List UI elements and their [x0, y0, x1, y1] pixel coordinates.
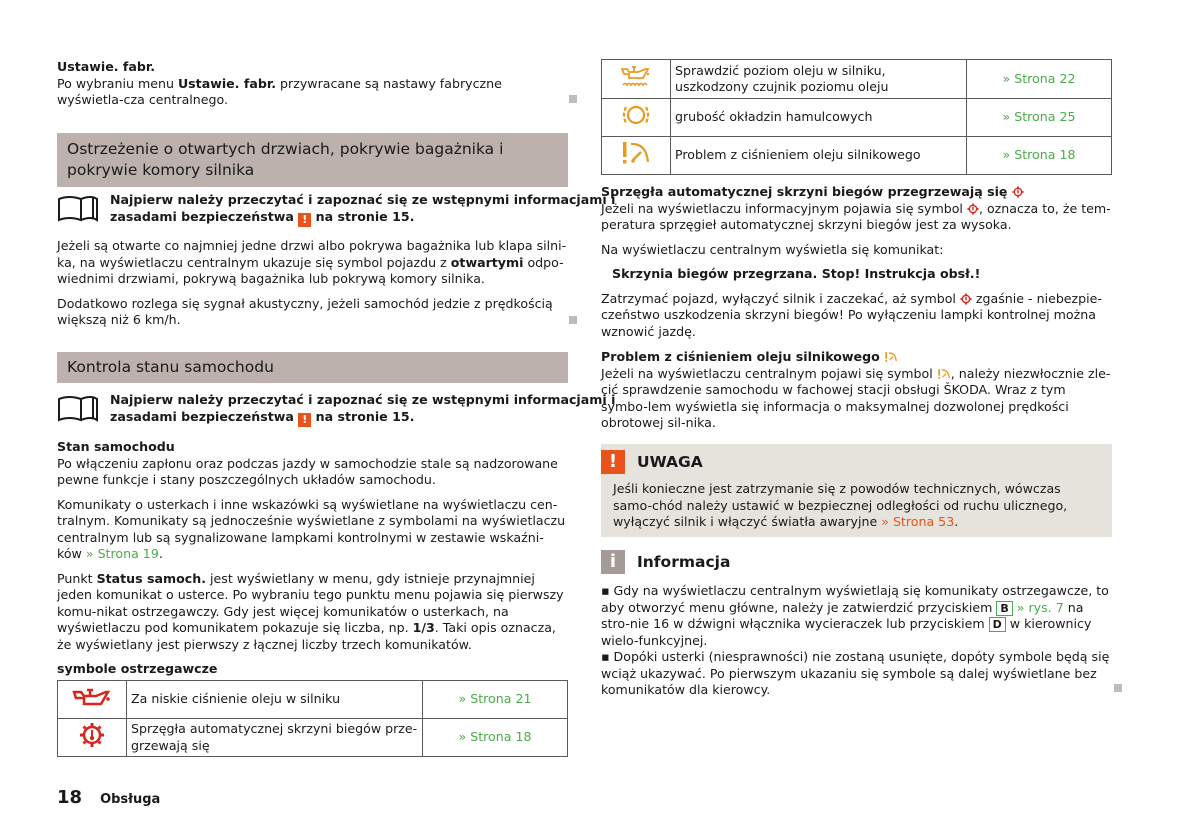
table-cell-text: grubość okładzin hamulcowych: [671, 99, 967, 137]
table-row: [58, 681, 568, 719]
page-link[interactable]: » Strona 25: [967, 99, 1112, 137]
display-message: Skrzynia biegów przegrzana. Stop! Instrukcja obsł.!: [612, 266, 981, 281]
table-cell-text: Za niskie ciśnienie oleju w silniku: [127, 681, 423, 719]
exclamation-icon: !: [601, 450, 625, 474]
book-icon: [57, 194, 101, 222]
end-mark: [1114, 684, 1122, 692]
ustawie-block: [57, 59, 568, 109]
paragraph: Po włączeniu zapłonu oraz podczas jazdy w samochodzie stale są nadzorowane pewne funkcje i stany poszczególnych układów samochodu.: [57, 455, 558, 487]
vehicle-status-text: [57, 439, 568, 679]
table-row: [602, 137, 1112, 175]
table-cell-icon: [58, 719, 127, 757]
brake-pad-yellow-icon: [621, 103, 651, 127]
paragraph: Na wyświetlaczu centralnym wyświetla się komunikat:: [601, 241, 944, 257]
gearbox-temperature-red-icon: [79, 722, 105, 748]
warning-icon: !: [298, 413, 311, 427]
gearbox-temperature-red-icon: [960, 293, 972, 305]
table-heading: symbole ostrzegawcze: [57, 661, 218, 676]
warning-box: [601, 444, 1112, 537]
section-title-vehicle-status: Kontrola stanu samochodu: [57, 352, 568, 383]
clutch-overheat-section: [601, 184, 1112, 340]
paragraph: Jeżeli są otwarte co najmniej jedne drzwi albo pokrywa bagażnika lub klapa silni-ka, na wyświetlaczu centralnym ukazuje się symbol pojazdu z otwartymi odpo-wiednimi drzwiami, pokrywą bagażnika lub pokrywą komory silnika.: [57, 238, 567, 286]
table-row: [602, 99, 1112, 137]
page-number: 18: [57, 787, 83, 808]
door-warning-text: [57, 238, 568, 329]
table-cell-icon: [602, 99, 671, 137]
key-b: B: [996, 601, 1012, 616]
oil-pressure-section: [601, 349, 1112, 432]
oil-pressure-gauge-yellow-icon: [937, 368, 951, 380]
warning-symbols-table: [57, 680, 568, 757]
page-link[interactable]: » Strona 19: [85, 546, 159, 561]
book-icon: [57, 394, 101, 422]
page-link[interactable]: » Strona 21: [423, 681, 568, 719]
page-link[interactable]: » Strona 53: [881, 514, 955, 529]
page-link[interactable]: » Strona 22: [967, 60, 1112, 99]
table-cell-icon: [602, 137, 671, 175]
table-cell-icon: [58, 681, 127, 719]
warning-box-text: Jeśli konieczne jest zatrzymanie się z powodów technicznych, wówczas samo-chód należy ustawić w bezpiecznej odległości od ruchu ulicznego, wyłączyć silnik i włączyć światła awaryjne » Strona 53.: [613, 481, 1068, 529]
warning-symbols-table-continued: [601, 59, 1112, 175]
paragraph: Punkt Status samoch. jest wyświetlany w menu, gdy istnieje przynajmniej jeden komunikat o usterce. Po wybraniu tego punktu menu pojawia się pierwszy komu-nikat ostrzegawczy. Gdy jest więcej komunikatów o usterkach, na wyświetlaczu pod komunikatem pokazuje się liczba, np. 1/3. Taki opis oznacza, że wyświetlany jest pierwszy z łącznej liczby trzech komunikatów.: [57, 570, 564, 652]
paragraph: Zatrzymać pojazd, wyłączyć silnik i zaczekać, aż symbol zgaśnie - niebezpie-czeństwo uszkodzenia skrzyni biegów! Po wyłączeniu lampki kontrolnej można wznowić jazdę.: [601, 290, 1102, 339]
key-d: D: [989, 617, 1006, 632]
safety-note: Najpierw należy przeczytać i zapoznać się ze wstępnymi informacjami i zasadami bezpieczeństwa ! na stronie 15.: [57, 392, 621, 427]
oil-level-yellow-icon: [621, 65, 651, 89]
gearbox-temperature-red-icon: [1012, 186, 1024, 198]
info-box-title: Informacja: [637, 552, 731, 571]
page-link[interactable]: » Strona 18: [967, 137, 1112, 175]
gearbox-temperature-red-icon: [967, 203, 979, 215]
warning-icon: !: [298, 213, 311, 227]
clutch-heading: Sprzęgła automatycznej skrzyni biegów przegrzewają się: [601, 184, 1112, 201]
stan-heading: Stan samochodu: [57, 439, 175, 454]
table-cell-text: Problem z ciśnieniem oleju silnikowego: [671, 137, 967, 175]
paragraph: Jeżeli na wyświetlaczu centralnym pojawi się symbol , należy niezwłocznie zle-cić sprawdzenie samochodu w fachowej stacji obsługi ŠKODA. Wraz z tym symbo-lem wyświetla się informacja o maksymalnej dozwolonej prędkości obrotowej sil-nika.: [601, 365, 1111, 430]
table-cell-text: Sprzęgła automatycznej skrzyni biegów prze-grzewają się: [127, 719, 423, 757]
chapter-title: Obsługa: [100, 792, 161, 807]
info-icon: i: [601, 550, 625, 574]
table-row: [602, 60, 1112, 99]
ustawie-text: Po wybraniu menu Ustawie. fabr. przywracane są nastawy fabryczne wyświetla-cza centralnego.: [57, 75, 502, 107]
end-mark: [569, 95, 577, 103]
oil-pressure-gauge-yellow-icon: [620, 140, 652, 166]
oil-pressure-gauge-yellow-icon: [884, 351, 898, 363]
safety-note: Najpierw należy przeczytać i zapoznać się ze wstępnymi informacjami i zasadami bezpieczeństwa ! na stronie 15.: [57, 192, 621, 227]
info-box: [601, 550, 1112, 699]
table-row: [58, 719, 568, 757]
paragraph: Jeżeli na wyświetlaczu informacyjnym pojawia się symbol , oznacza to, że tem-peratura sprzęgieł automatycznej skrzyni biegów jest za wysoka.: [601, 200, 1111, 232]
page-link[interactable]: » Strona 18: [423, 719, 568, 757]
page-footer: [57, 787, 161, 809]
warning-box-title: UWAGA: [637, 452, 703, 471]
paragraph: Komunikaty o usterkach i inne wskazówki są wyświetlane na wyświetlaczu cen-tralnym. Komunikaty są jednocześnie wyświetlane z symbolami na wyświetlaczu centralnym lub są sygnalizowane lampkami kontrolnymi w zestawie wskaźni-ków » Strona 19.: [57, 496, 566, 561]
oil-can-red-icon: [72, 686, 112, 708]
oil-pressure-heading: Problem z ciśnieniem oleju silnikowego: [601, 349, 1112, 366]
figure-link[interactable]: » rys. 7: [1016, 599, 1064, 615]
info-box-header: [601, 550, 1112, 574]
section-title-door-warning: Ostrzeżenie o otwartych drzwiach, pokrywie bagażnika i pokrywie komory silnika: [57, 133, 568, 187]
info-bullet: ▪ Gdy na wyświetlaczu centralnym wyświetlają się komunikaty ostrzegawcze, to aby otworzyć menu główne, należy je zatwierdzić przyciskiem B » rys. 7 na stro-nie 16 w dźwigni włącznika wycieraczek lub przyciskiem D w kierownicy wielo-funkcyjnej.: [601, 583, 1109, 648]
table-cell-icon: [602, 60, 671, 99]
end-mark: [569, 316, 577, 324]
warning-box-header: [601, 444, 1112, 474]
ustawie-heading: Ustawie. fabr.: [57, 59, 156, 74]
table-cell-text: Sprawdzić poziom oleju w silniku, uszkodzony czujnik poziomu oleju: [671, 60, 967, 99]
info-bullet: ▪ Dopóki usterki (niesprawności) nie zostaną usunięte, dopóty symbole będą się wciąż ukazywać. Po pierwszym ukazaniu się symbole są dalej wyświetlane bez komunikatów dla kierowcy.: [601, 649, 1110, 697]
paragraph: Dodatkowo rozlega się sygnał akustyczny, jeżeli samochód jedzie z prędkością większą niż 6 km/h.: [57, 295, 553, 327]
